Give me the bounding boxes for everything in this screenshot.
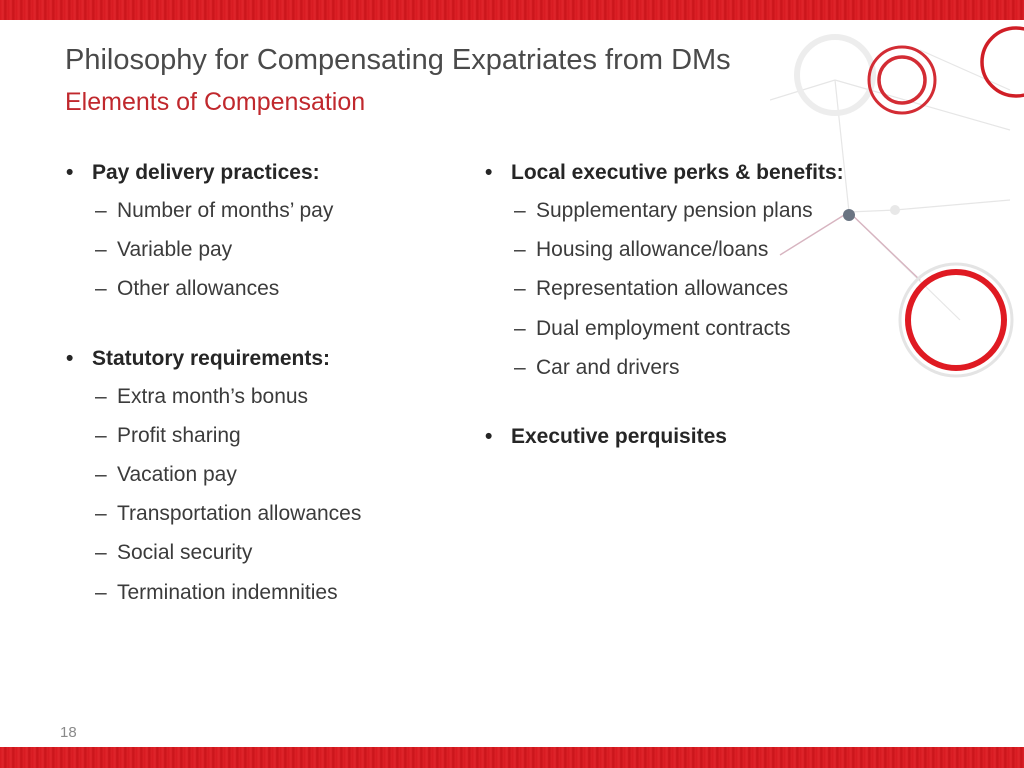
list-item [66,416,456,455]
bullet-glyph: • [66,346,74,370]
left-column [66,155,456,612]
list-item [66,191,456,230]
list-item [66,377,456,416]
bullet-local-executive-perks [485,155,905,191]
list-item [485,230,905,269]
list-item [66,573,456,612]
dash-glyph: – [95,384,107,408]
dash-glyph: – [514,355,526,379]
dash-glyph: – [514,277,526,301]
dash-glyph: – [95,423,107,447]
dash-glyph: – [95,541,107,565]
list-item-label: Variable pay [117,238,233,262]
dash-glyph: – [95,238,107,262]
bullet-glyph: • [485,424,493,448]
bullet-statutory-requirements [66,341,456,377]
list-item [485,269,905,308]
dash-glyph: – [514,316,526,340]
list-item-label: Profit sharing [117,423,241,447]
dash-glyph: – [95,199,107,222]
dash-glyph: – [95,462,107,486]
list-item [66,230,456,269]
list-item [66,455,456,494]
dash-glyph: – [514,238,526,262]
bullet-heading: Pay delivery practices: [92,161,320,184]
list-item-label: Termination indemnities [117,580,338,604]
list-item-label: Dual employment contracts [536,316,791,340]
list-item [485,191,905,230]
list-item-label: Social security [117,541,253,565]
list-item [66,533,456,572]
list-item-label: Vacation pay [117,462,237,486]
bullet-executive-perquisites [485,419,905,455]
slide-title: Philosophy for Compensating Expatriates from DMs [65,44,731,76]
bullet-glyph: • [485,161,493,184]
list-item-label: Extra month’s bonus [117,384,309,408]
dash-glyph: – [95,580,107,604]
list-item-label: Other allowances [117,277,280,301]
bullet-pay-delivery-practices [66,155,456,191]
dash-glyph: – [514,199,526,222]
dash-glyph: – [95,502,107,526]
slide-subtitle: Elements of Compensation [65,88,366,116]
bullet-glyph: • [66,161,74,184]
list-item [485,348,905,387]
list-item [66,494,456,533]
list-item-label: Representation allowances [536,277,789,301]
right-column [485,155,905,455]
bottom-red-band [0,747,1024,768]
list-item-label: Housing allowance/loans [536,238,769,262]
dash-glyph: – [95,277,107,301]
list-item [485,309,905,348]
page-number: 18 [60,724,77,741]
bullet-heading: Statutory requirements: [92,346,331,370]
list-item-label: Number of months’ pay [117,199,334,222]
bullet-heading: Local executive perks & benefits: [511,161,844,184]
spacer [66,309,456,341]
list-item [66,269,456,308]
list-item-label: Car and drivers [536,355,680,379]
bullet-heading: Executive perquisites [511,424,727,448]
list-item-label: Transportation allowances [117,502,362,526]
list-item-label: Supplementary pension plans [536,199,813,222]
spacer [485,387,905,419]
